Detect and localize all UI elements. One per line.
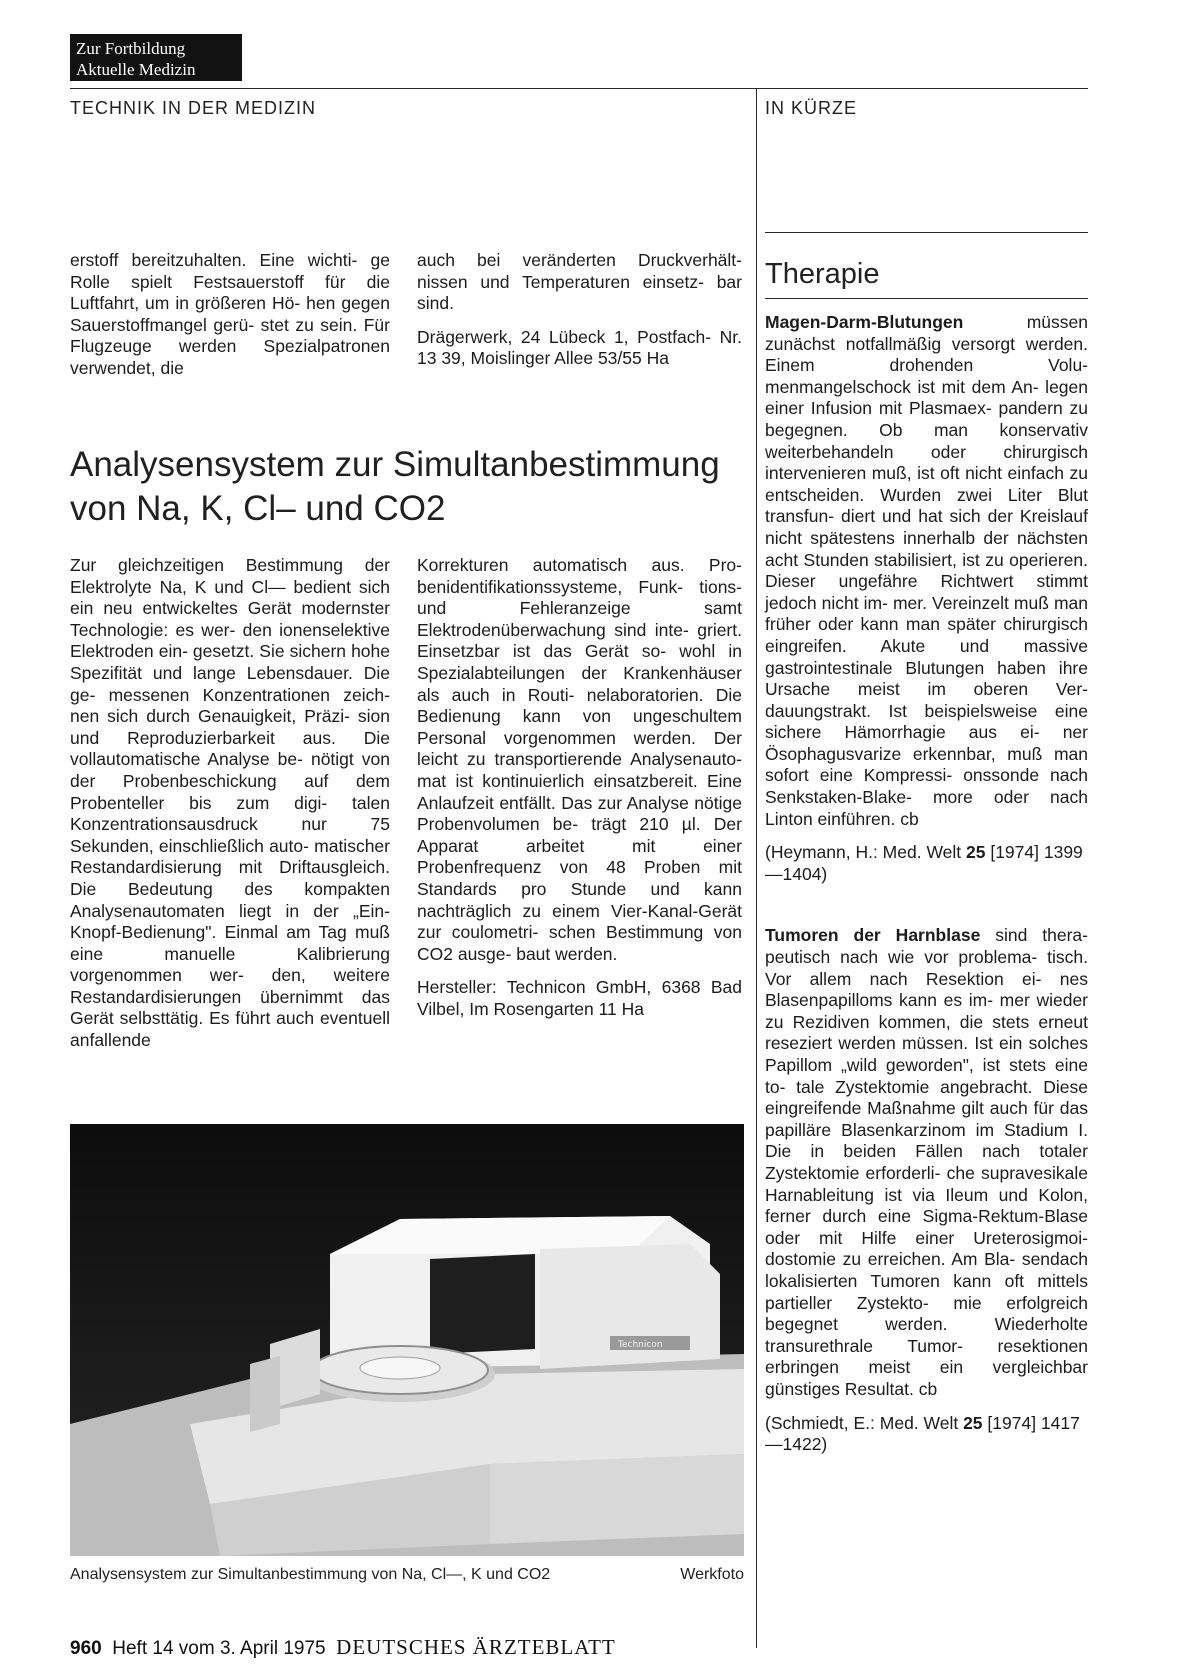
article-paragraph: Zur gleichzeitigen Bestimmung der Elektrolyte Na, K und Cl— bedient sich ein neu entwickeltes Gerät modernster Technologie: es wer- den ionenselektive Elektroden ein- gesetzt. Sie sichern hohe Spezifität und lange Lebensdauer. Die ge- messenen Konzentrationen zeich- nen sich durch Genauigkeit, Präzi- sion und Reproduzierbarkeit aus. Die vollautomatische Analyse be- nötigt von der Probenbeschickung auf dem Probenteller bis zum digi- talen Konzentrationsausdruck nur 75 Sekunden, einschließlich auto- matischer Restandardisierung mit Driftausgleich. Die Bedeutung des kompakten Analysenautomaten liegt in der „Ein-Knopf-Bedienung". Einmal am Tag muß eine manuelle Kalibrierung vorgenommen wer- den, weitere Restandardisierungen übernimmt das Gerät selbsttätig. Es führt auch eventuell anfallende [70, 555, 390, 1051]
headline-line-1: Analysensystem zur Simultanbestimmung [70, 445, 720, 484]
sidebar-title: Therapie [765, 258, 880, 290]
caption-text: Analysensystem zur Simultanbestimmung von Na, Cl—, K und CO2 [70, 1566, 551, 1583]
badge-line-2: Aktuelle Medizin [76, 60, 196, 79]
photo-credit: Werkfoto [680, 1566, 744, 1583]
reference-source: (Schmiedt, E.: Med. Welt [765, 1412, 964, 1433]
sidebar-title-bottom-rule [765, 298, 1088, 299]
issue-info: Heft 14 vom 3. April 1975 [112, 1638, 326, 1659]
badge-line-1: Zur Fortbildung [76, 39, 186, 58]
magazine-name: DEUTSCHES ÄRZTEBLATT [336, 1635, 616, 1659]
sidebar-item-magen-darm [765, 312, 1088, 830]
continued-paragraph: erstoff bereitzuhalten. Eine wichti- ge Rolle spielt Festsauerstoff für die Luftfahrt, um in größeren Hö- hen gegen Sauerstoffmangel gerü- stet zu sein. Für Flugzeuge werden Spezialpatronen verwendet, die [70, 250, 390, 378]
article-column-2 [417, 555, 742, 1020]
analyzer-illustration [70, 1124, 744, 1556]
header-rule [70, 88, 1088, 89]
sidebar-reference [765, 842, 1088, 885]
brand-plate-label: Technicon [618, 1340, 663, 1350]
sidebar-item-heading: Tumoren der Harnblase [765, 925, 981, 946]
article-paragraph: Korrekturen automatisch aus. Pro- benidentifikationssysteme, Funk- tions- und Fehleranzeige samt Elektrodenüberwachung sind inte- griert. Einsetzbar ist das Gerät so- wohl in Spezialabteilungen der Krankenhäuser als auch in Routi- nelaboratorien. Die Bedienung kann von ungeschultem Personal vorgenommen werden. Der leicht zu transportierende Analysenauto- mat ist kontinuierlich einsatzbereit. Eine Anlaufzeit entfällt. Das zur Analyse nötige Probenvolumen be- trägt 210 µl. Der Apparat arbeitet mit einer Probenfrequenz von 48 Proben mit Standards pro Stunde und kann nachträglich zu einem Vier-Kanal-Gerät zur coulometri- schen Bestimmung von CO2 ausge- baut werden. [417, 555, 742, 964]
page-number: 960 [70, 1638, 102, 1659]
section-label-kurze: IN KÜRZE [765, 98, 858, 118]
article-column-1 [70, 555, 390, 1052]
sidebar-reference [765, 1413, 1088, 1456]
analyzer-photo [70, 1124, 744, 1556]
section-badge [70, 34, 242, 81]
manufacturer-address-draeger: Drägerwerk, 24 Lübeck 1, Postfach- Nr. 13 39, Moislinger Allee 53/55 Ha [417, 326, 742, 369]
manufacturer-address-technicon: Hersteller: Technicon GmbH, 6368 Bad Vilbel, Im Rosengarten 11 Ha [417, 977, 742, 1019]
reference-volume: 25 [963, 1412, 983, 1433]
sidebar-item-text: sind thera- peutisch nach wie vor problema- tisch. Vor allem nach Resektion ei- nes Blasenpapilloms kann es im- mer wieder zu Rezidiven kommen, die stets erneut reseziert werden müssen. Ist ein solches Papillom „wild geworden", ist stets eine to- tale Zystektomie angebracht. Diese eingreifende Maßnahme gilt auch für das papilläre Blasenkarzinom im Stadium I. Die in beiden Fällen nach totaler Zystektomie erforderli- che supravesikale Harnableitung ist via Ileum und Kolon, ferner durch eine Sigma-Rektum-Blase oder mit Hilfe einer Ureterosigmoi- dostomie zu erreichen. Am Bla- sendach lokalisierten Tumoren kann oft mittels partieller Zystekto- mie erfolgreich begegnet werden. Wiederholte transurethrale Tumor- resektionen erbringen meist ein vergleichbar günstiges Resultat. cb [765, 925, 1088, 1399]
sidebar-item-text: müssen zunächst notfallmäßig versorgt werden. Einem drohenden Volu- menmangelschock ist mit dem An- legen einer Infusion mit Plasmaex- pandern zu begegnen. Ob man konservativ weiterbehandeln oder chirurgisch intervenieren muß, ist oft nicht einfach zu entscheiden. Wurden zwei Liter Blut transfun- diert und hat sich der Kreislauf nicht spätestens innerhalb der nächsten acht Stunden stabilisiert, ist zu operieren. Dieser ungefähre Richtwert stimmt jedoch nicht im- mer. Vereinzelt muß man früher oder kann man später chirurgisch eingreifen. Akute und massive gastrointestinale Blutungen haben ihre Ursache meist im oberen Ver- dauungstrakt. Ist beispielsweise eine sichere Hämorrhagie aus ei- ner Ösophagusvarize erkennbar, muß man sofort eine Kompressi- onssonde nach Senkstaken-Blake- more oder nach Linton einführen. cb [765, 312, 1088, 829]
sidebar-title-top-rule [765, 232, 1088, 233]
sidebar-item-heading: Magen-Darm-Blutungen [765, 312, 964, 332]
sidebar-divider [756, 88, 757, 1648]
article-headline [70, 443, 750, 531]
continued-text-left [70, 250, 390, 380]
section-label-technik: TECHNIK IN DER MEDIZIN [70, 98, 317, 118]
continued-paragraph-end: auch bei veränderten Druckverhält- nissen und Temperaturen einsetz- bar sind. [417, 250, 742, 314]
continued-text-mid [417, 250, 742, 370]
headline-line-2: von Na, K, Cl– und CO2 [70, 489, 446, 528]
sidebar-item-tumoren [765, 925, 1088, 1400]
sidebar-body [765, 312, 1088, 1456]
photo-caption [70, 1566, 744, 1584]
reference-year-pages: [1974] 1399—1404) [765, 842, 1083, 884]
reference-source: (Heymann, H.: Med. Welt [765, 842, 966, 863]
reference-year-pages: [1974] 1417—1422) [765, 1412, 1080, 1455]
page-footer [70, 1635, 616, 1660]
reference-volume: 25 [966, 842, 986, 863]
